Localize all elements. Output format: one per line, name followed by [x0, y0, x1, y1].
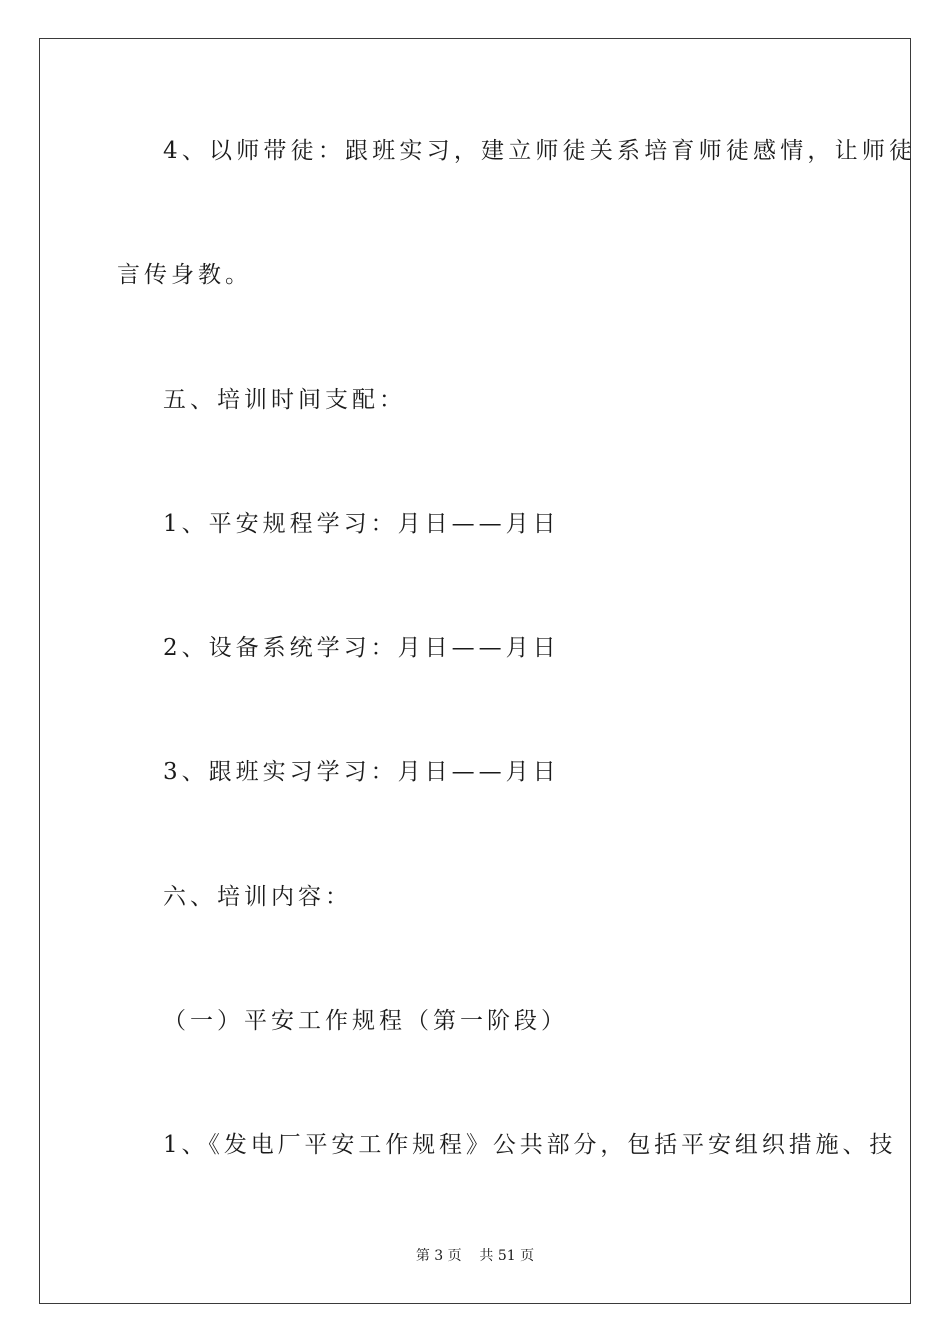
paragraph-line-2: 言传身教。 — [117, 262, 252, 288]
list-item-2: 2、设备系统学习：月日——月日 — [163, 635, 560, 661]
list-item-3: 3、跟班实习学习：月日——月日 — [163, 759, 560, 785]
page-number-footer: 第 3 页 共 51 页 — [415, 1248, 535, 1264]
page-border — [39, 38, 911, 1304]
section-heading-5: 五、培训时间支配： — [163, 387, 406, 413]
list-item-1: 1、平安规程学习：月日——月日 — [163, 511, 560, 537]
subsection-heading-1: （一）平安工作规程（第一阶段） — [163, 1008, 568, 1034]
paragraph-line-1: 4、以师带徒：跟班实习，建立师徒关系培育师徒感情，让师徒 — [163, 138, 917, 164]
paragraph-line-3: 1、《发电厂平安工作规程》公共部分，包括平安组织措施、技 — [163, 1132, 897, 1158]
section-heading-6: 六、培训内容： — [163, 884, 352, 910]
